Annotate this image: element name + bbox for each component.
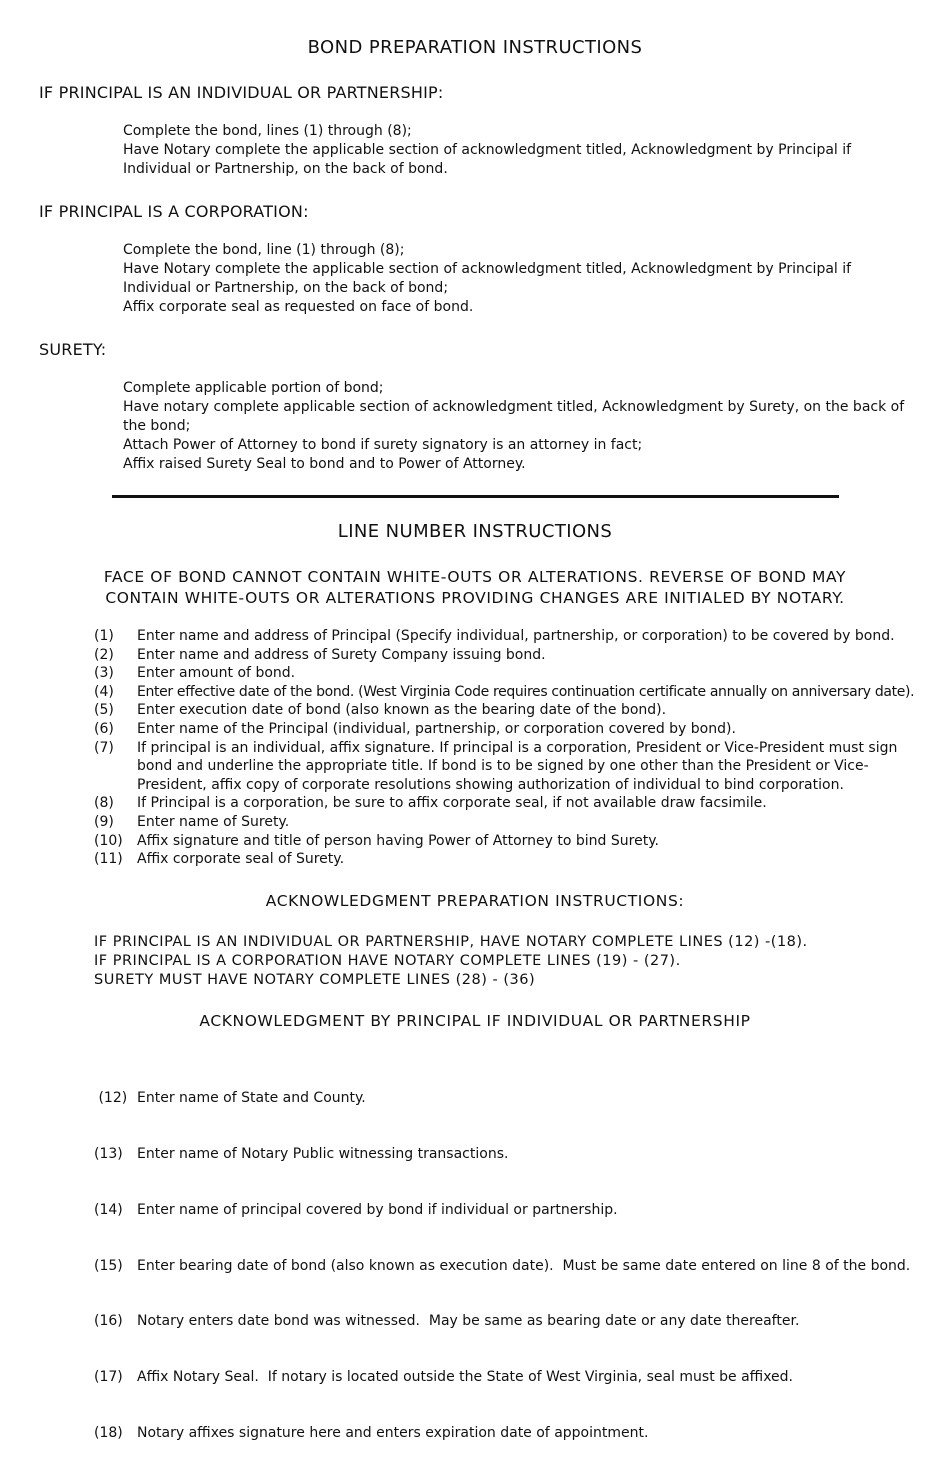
ack-principal-title: ACKNOWLEDGMENT BY PRINCIPAL IF INDIVIDUAL OR PARTNERSHIP — [199, 1012, 751, 1030]
ack-principal-list — [94, 1052, 916, 1461]
item-text: Enter amount of bond. — [137, 665, 296, 682]
item-number: (1) — [94, 628, 114, 644]
corporation-line-2: Have Notary complete the applicable section of acknowledgment titled, Acknowledgment by Principal if Individual or Partnership, on the back of bond; — [123, 261, 852, 296]
item-number: (11) — [94, 851, 123, 868]
item-number: (10) — [94, 832, 123, 849]
list-item — [94, 701, 916, 720]
list-item — [94, 1312, 916, 1331]
heading-surety: SURETY: — [39, 340, 107, 359]
section-divider — [112, 495, 839, 498]
list-item — [94, 1368, 916, 1387]
ack-prep-line-3: SURETY MUST HAVE NOTARY COMPLETE LINES (28) - (36) — [94, 972, 536, 988]
list-item — [94, 1201, 916, 1220]
corporation-line-3: Affix corporate seal as requested on face of bond. — [123, 299, 474, 315]
item-text: Enter execution date of bond (also known as the bearing date of the bond). — [137, 702, 667, 719]
list-item — [94, 720, 916, 739]
list-item — [94, 627, 916, 646]
item-number: (8) — [94, 795, 114, 812]
item-text: Affix signature and title of person having Power of Attorney to bind Surety. — [137, 832, 659, 849]
surety-line-4: Affix raised Surety Seal to bond and to Power of Attorney. — [123, 456, 526, 472]
item-text: Notary enters date bond was witnessed. May be same as bearing date or any date thereafter. — [137, 1313, 800, 1330]
list-item — [94, 1257, 916, 1276]
line-number-title: LINE NUMBER INSTRUCTIONS — [337, 521, 613, 542]
item-number: (13) — [94, 1145, 123, 1162]
item-number: (5) — [94, 702, 114, 719]
surety-line-3: Attach Power of Attorney to bond if surety signatory is an attorney in fact; — [123, 437, 643, 453]
item-number: (6) — [94, 720, 114, 737]
list-item — [94, 832, 916, 851]
item-number: (2) — [94, 646, 114, 663]
list-item — [94, 646, 916, 665]
item-number: (3) — [94, 665, 114, 682]
item-text: Enter bearing date of bond (also known as execution date). Must be same date entered on line 8 of the bond. — [137, 1257, 911, 1274]
heading-corporation: IF PRINCIPAL IS A CORPORATION: — [39, 202, 309, 221]
ack-prep-line-1: IF PRINCIPAL IS AN INDIVIDUAL OR PARTNERSHIP, HAVE NOTARY COMPLETE LINES (12) -(18). — [94, 934, 808, 950]
item-text: Enter name of Surety. — [137, 813, 290, 830]
item-number: (15) — [94, 1257, 123, 1274]
item-number: (7) — [94, 739, 114, 756]
ack-prep-title: ACKNOWLEDGMENT PREPARATION INSTRUCTIONS: — [265, 892, 685, 910]
item-text: If Principal is a corporation, be sure to affix corporate seal, if not available draw facsimile. — [137, 795, 767, 812]
list-item — [94, 1089, 916, 1108]
item-number: (17) — [94, 1369, 123, 1386]
item-text: Enter name of State and County. — [137, 1090, 366, 1107]
item-text: Enter name of principal covered by bond if individual or partnership. — [137, 1201, 618, 1218]
item-number: (16) — [94, 1313, 123, 1330]
individual-instructions — [123, 122, 918, 179]
ack-prep-instructions — [94, 933, 808, 990]
item-text: Affix corporate seal of Surety. — [137, 851, 345, 868]
surety-line-1: Complete applicable portion of bond; — [123, 380, 384, 396]
item-text: If principal is an individual, affix signature. If principal is a corporation, President or Vice-President must sign bond and underline the appropriate title. If bond is to be signed by one other than the President or Vice-President, affix copy of corporate resolutions showing authorization of individual to bind corporation. — [137, 739, 898, 793]
list-item — [94, 1424, 916, 1443]
page-title: BOND PREPARATION INSTRUCTIONS — [307, 37, 643, 58]
list-item — [94, 739, 916, 795]
item-number: (18) — [94, 1424, 123, 1441]
list-item — [94, 1145, 916, 1164]
item-text: Enter effective date of the bond. (West Virginia Code requires continuation certificate annually on anniversary date). — [137, 683, 915, 700]
line-number-list — [94, 627, 916, 869]
item-number: (12) — [94, 1090, 128, 1107]
ack-prep-line-2: IF PRINCIPAL IS A CORPORATION HAVE NOTARY COMPLETE LINES (19) - (27). — [94, 953, 681, 969]
item-number: (14) — [94, 1201, 123, 1218]
individual-line-1: Complete the bond, lines (1) through (8); — [123, 123, 412, 139]
list-item — [94, 850, 916, 869]
item-number: (9) — [94, 813, 114, 830]
individual-line-2: Have Notary complete the applicable section of acknowledgment titled, Acknowledgment by Principal if Individual or Partnership, on the back of bond. — [123, 142, 852, 177]
item-text: Enter name and address of Principal (Specify individual, partnership, or corporation) to be covered by bond. — [137, 628, 895, 644]
corporation-instructions — [123, 241, 918, 317]
list-item — [94, 683, 916, 702]
item-text: Enter name of the Principal (individual, partnership, or corporation covered by bond). — [137, 720, 736, 737]
surety-instructions — [123, 379, 918, 474]
surety-line-2: Have notary complete applicable section of acknowledgment titled, Acknowledgment by Surety, on the back of the bond; — [123, 399, 905, 434]
list-item — [94, 794, 916, 813]
item-text: Notary affixes signature here and enters expiration date of appointment. — [137, 1424, 649, 1441]
heading-individual: IF PRINCIPAL IS AN INDIVIDUAL OR PARTNERSHIP: — [39, 83, 444, 102]
item-number: (4) — [94, 683, 114, 700]
warning-line-2: CONTAIN WHITE-OUTS OR ALTERATIONS PROVIDING CHANGES ARE INITIALED BY NOTARY. — [105, 589, 845, 607]
warning-line-1: FACE OF BOND CANNOT CONTAIN WHITE-OUTS OR ALTERATIONS. REVERSE OF BOND MAY — [103, 568, 847, 586]
alterations-warning — [0, 567, 950, 609]
list-item — [94, 664, 916, 683]
item-text: Enter name and address of Surety Company issuing bond. — [137, 646, 546, 663]
list-item — [94, 813, 916, 832]
item-text: Affix Notary Seal. If notary is located outside the State of West Virginia, seal must be affixed. — [137, 1369, 794, 1386]
corporation-line-1: Complete the bond, line (1) through (8); — [123, 242, 405, 258]
item-text: Enter name of Notary Public witnessing transactions. — [137, 1145, 509, 1162]
